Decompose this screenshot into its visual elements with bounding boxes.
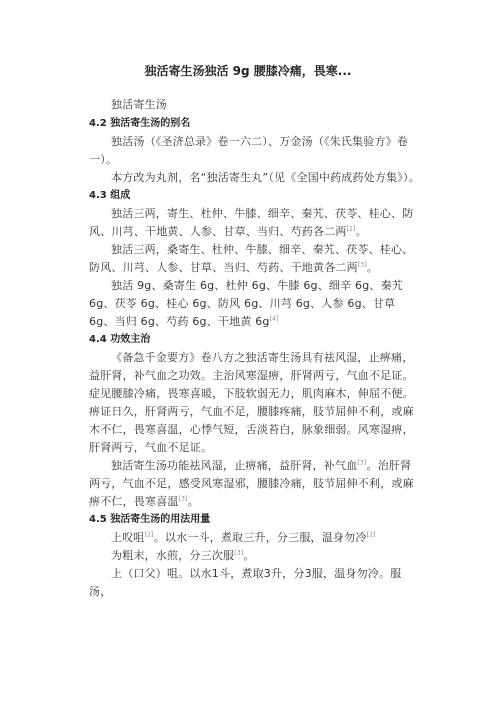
citation-ref[interactable]: [2] [366,531,376,539]
citation-ref[interactable]: [2] [346,225,356,233]
paragraph [89,205,420,241]
section-heading-usage: 4.5 独活寄生汤的用法用量 [89,514,211,525]
name-line: 独活寄生汤 [111,98,167,111]
paragraph [89,529,420,547]
document-body [89,96,420,601]
paragraph-tail: 。治肝肾两亏，气血不足，感受风寒湿邪，腰膝冷痛，肢节屈伸不利，或麻痹不仁，畏寒喜温 [89,459,414,508]
paragraph-tail: 。 [366,261,379,274]
section-heading-aliases: 4.2 独活寄生汤的别名 [89,118,191,129]
paragraph: 独活汤（《圣济总录》卷一六二）、万金汤（《朱氏集验方》卷一）。 [89,135,409,166]
paragraph [89,241,420,277]
section-heading-efficacy: 4.4 功效主治 [89,334,151,345]
citation-ref[interactable]: [3] [234,549,244,557]
paragraph: 《备急千金要方》卷八方之独活寄生汤具有祛风湿，止痹痛，益肝肾，补气血之功效。主治风寒湿痹，肝肾两亏，气血不足证。症见腰膝冷痛，畏寒喜暖，下肢软弱无力，肌肉麻木，伸屈不便。痹证日久，肝肾两亏，气血不足，腰膝疼痛，肢节屈伸不利，或麻木不仁，畏寒喜温，心悸气短，舌淡苔白，脉象细弱。风寒湿痹，肝肾两亏，气血不足证。 [89,351,414,454]
paragraph-tail: 。 [243,549,255,562]
paragraph [89,547,420,565]
paragraph-text: 独活 9g、桑寄生 6g、杜仲 6g、牛膝 6g、细辛 6g、秦艽 6g、茯苓 6g、桂心 6g、防风 6g、川芎 6g、人参 6g、甘草 6g、当归 6g、芍药 6g、干地黄 6g [89,279,403,328]
paragraph [89,457,420,511]
paragraph-text: 独活三两，桑寄生、杜仲、牛膝、细辛、秦艽、茯苓、桂心、防风、川芎、人参、甘草、当归、芍药、干地黄各二两 [89,243,414,274]
paragraph-text: 上㕮咀 [111,531,145,544]
page-title: 独活寄生汤独活 9g 腰膝冷痛，畏寒... [144,64,352,78]
paragraph: 本方改为丸剂，名“独活寄生丸”（见《全国中药成药处方集》）。 [111,171,420,184]
citation-ref[interactable]: [3] [357,261,367,269]
section-heading-composition: 4.3 组成 [89,190,131,201]
paragraph-text: 独活三两，寄生、杜仲、牛膝、细辛、秦艽、茯苓、桂心、防风、川芎、干地黄、人参、甘草、当归、芍药各二两 [89,207,414,238]
citation-ref[interactable]: [2] [144,531,154,539]
paragraph-text: 为粗末，水煎，分三次服 [111,549,235,562]
paragraph [89,277,420,331]
paragraph-text: 独活寄生汤功能祛风湿，止痹痛，益肝肾，补气血 [111,459,358,472]
paragraph-tail: 。 [187,495,199,508]
citation-ref[interactable]: [3] [178,495,188,503]
paragraph-tail: 。以水一斗，煮取三升，分三服，温身勿冷 [153,531,367,544]
citation-ref[interactable]: [4] [269,315,279,323]
citation-ref[interactable]: [3] [357,459,367,467]
paragraph-tail: 。 [355,225,367,238]
paragraph: 上（口父）咀。以水1斗，煮取3升，分3服，温身勿冷。服汤， [89,567,402,598]
